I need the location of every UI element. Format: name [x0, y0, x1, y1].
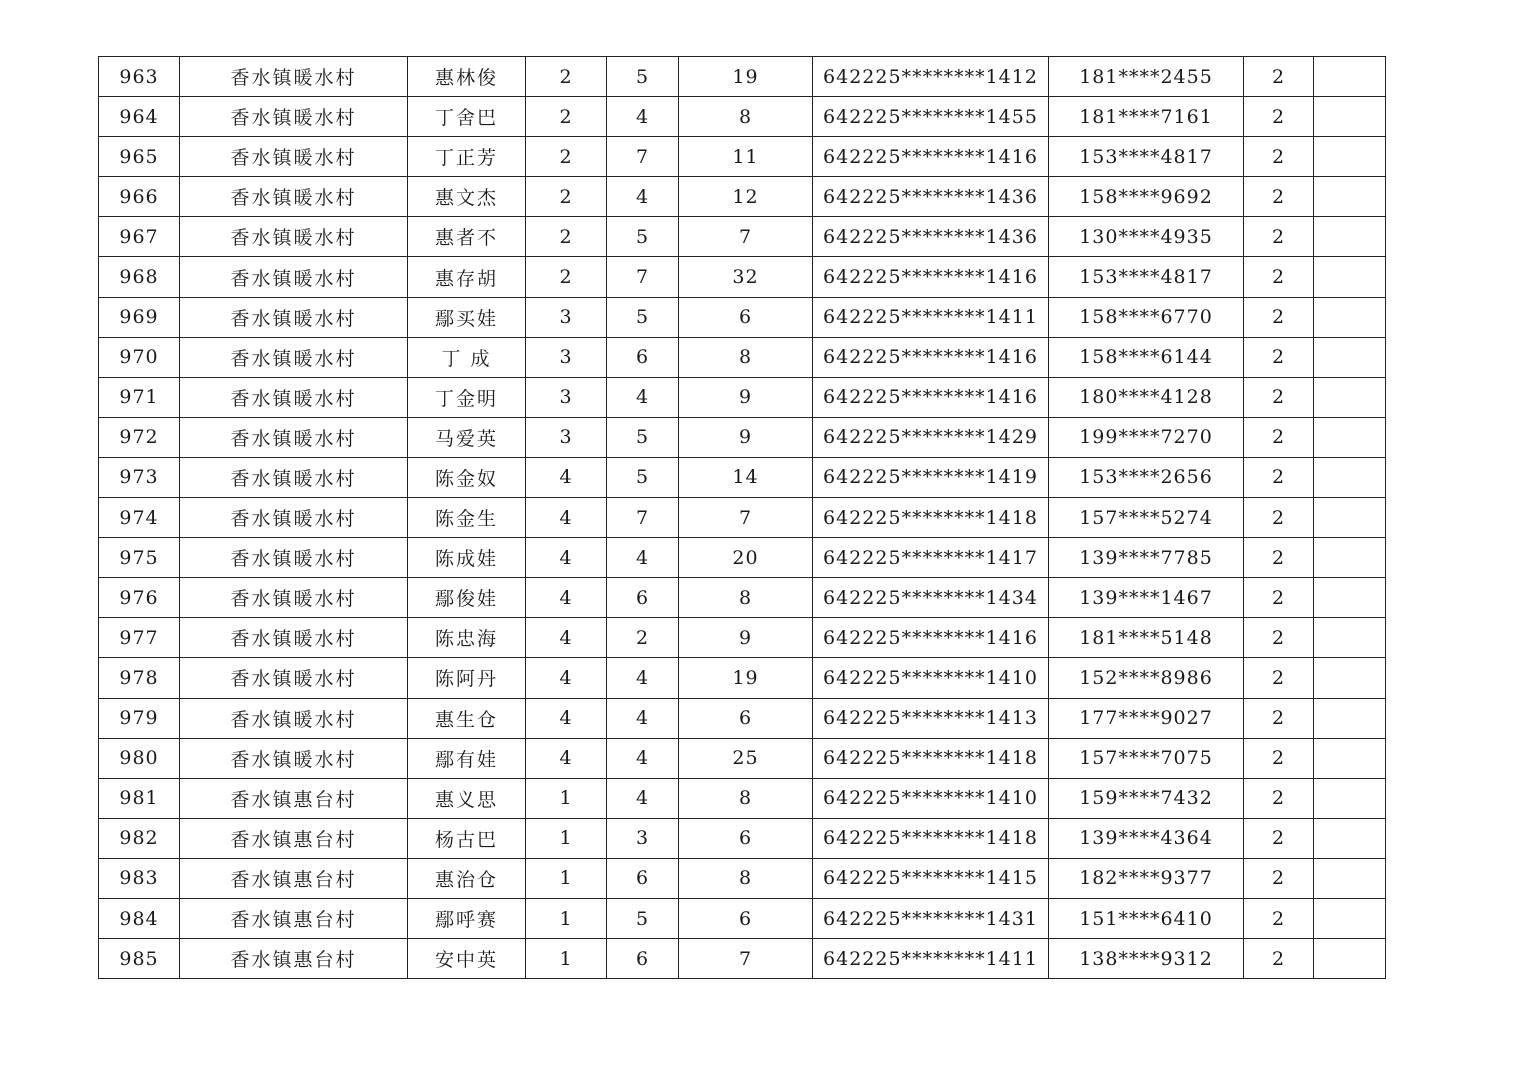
- phone-cell: 158****6144: [1049, 337, 1244, 377]
- category-cell: 2: [1244, 137, 1314, 177]
- village-cell: 香水镇惠台村: [180, 778, 408, 818]
- table-body: [99, 57, 1386, 979]
- remark-cell: [1314, 217, 1386, 257]
- phone-cell: 130****4935: [1049, 217, 1244, 257]
- serial-number-cell: 977: [99, 618, 180, 658]
- category-cell: 2: [1244, 97, 1314, 137]
- household-size-cell: 3: [607, 818, 679, 858]
- table-row: [99, 498, 1386, 538]
- household-size-cell: 5: [607, 457, 679, 497]
- serial-number-cell: 984: [99, 898, 180, 938]
- name-cell: 惠生仓: [408, 698, 526, 738]
- count-cell: 6: [679, 297, 813, 337]
- name-cell: 陈金生: [408, 498, 526, 538]
- count-cell: 7: [679, 498, 813, 538]
- category-cell: 2: [1244, 498, 1314, 538]
- name-cell: 鄢呼赛: [408, 898, 526, 938]
- group-cell: 3: [526, 417, 607, 457]
- household-table: [98, 56, 1386, 979]
- household-size-cell: 4: [607, 778, 679, 818]
- remark-cell: [1314, 297, 1386, 337]
- category-cell: 2: [1244, 858, 1314, 898]
- id-number-cell: 642225********1429: [813, 417, 1049, 457]
- table-row: [99, 939, 1386, 979]
- serial-number-cell: 963: [99, 57, 180, 97]
- remark-cell: [1314, 337, 1386, 377]
- category-cell: 2: [1244, 578, 1314, 618]
- table-row: [99, 818, 1386, 858]
- remark-cell: [1314, 377, 1386, 417]
- count-cell: 25: [679, 738, 813, 778]
- category-cell: 2: [1244, 257, 1314, 297]
- phone-cell: 182****9377: [1049, 858, 1244, 898]
- serial-number-cell: 969: [99, 297, 180, 337]
- remark-cell: [1314, 417, 1386, 457]
- group-cell: 4: [526, 498, 607, 538]
- phone-cell: 158****6770: [1049, 297, 1244, 337]
- household-size-cell: 4: [607, 377, 679, 417]
- count-cell: 20: [679, 538, 813, 578]
- group-cell: 4: [526, 457, 607, 497]
- category-cell: 2: [1244, 738, 1314, 778]
- remark-cell: [1314, 818, 1386, 858]
- village-cell: 香水镇暖水村: [180, 217, 408, 257]
- category-cell: 2: [1244, 618, 1314, 658]
- village-cell: 香水镇暖水村: [180, 618, 408, 658]
- phone-cell: 157****7075: [1049, 738, 1244, 778]
- remark-cell: [1314, 658, 1386, 698]
- phone-cell: 153****4817: [1049, 257, 1244, 297]
- serial-number-cell: 968: [99, 257, 180, 297]
- remark-cell: [1314, 177, 1386, 217]
- id-number-cell: 642225********1418: [813, 498, 1049, 538]
- name-cell: 惠治仓: [408, 858, 526, 898]
- table-row: [99, 858, 1386, 898]
- id-number-cell: 642225********1418: [813, 818, 1049, 858]
- name-cell: 杨古巴: [408, 818, 526, 858]
- table-row: [99, 57, 1386, 97]
- household-size-cell: 4: [607, 738, 679, 778]
- count-cell: 19: [679, 57, 813, 97]
- group-cell: 3: [526, 297, 607, 337]
- count-cell: 8: [679, 778, 813, 818]
- phone-cell: 153****2656: [1049, 457, 1244, 497]
- phone-cell: 177****9027: [1049, 698, 1244, 738]
- category-cell: 2: [1244, 698, 1314, 738]
- phone-cell: 159****7432: [1049, 778, 1244, 818]
- household-size-cell: 2: [607, 618, 679, 658]
- village-cell: 香水镇暖水村: [180, 177, 408, 217]
- phone-cell: 152****8986: [1049, 658, 1244, 698]
- table-row: [99, 417, 1386, 457]
- group-cell: 1: [526, 818, 607, 858]
- table-row: [99, 778, 1386, 818]
- remark-cell: [1314, 939, 1386, 979]
- name-cell: 丁金明: [408, 377, 526, 417]
- table-row: [99, 578, 1386, 618]
- household-size-cell: 4: [607, 658, 679, 698]
- count-cell: 7: [679, 939, 813, 979]
- name-cell: 陈阿丹: [408, 658, 526, 698]
- category-cell: 2: [1244, 658, 1314, 698]
- serial-number-cell: 979: [99, 698, 180, 738]
- count-cell: 32: [679, 257, 813, 297]
- village-cell: 香水镇惠台村: [180, 858, 408, 898]
- table-row: [99, 137, 1386, 177]
- remark-cell: [1314, 778, 1386, 818]
- category-cell: 2: [1244, 417, 1314, 457]
- count-cell: 7: [679, 217, 813, 257]
- village-cell: 香水镇暖水村: [180, 658, 408, 698]
- group-cell: 4: [526, 578, 607, 618]
- table-row: [99, 457, 1386, 497]
- village-cell: 香水镇暖水村: [180, 337, 408, 377]
- id-number-cell: 642225********1412: [813, 57, 1049, 97]
- household-size-cell: 4: [607, 177, 679, 217]
- phone-cell: 151****6410: [1049, 898, 1244, 938]
- table-row: [99, 377, 1386, 417]
- group-cell: 3: [526, 377, 607, 417]
- serial-number-cell: 976: [99, 578, 180, 618]
- remark-cell: [1314, 137, 1386, 177]
- id-number-cell: 642225********1416: [813, 257, 1049, 297]
- name-cell: 安中英: [408, 939, 526, 979]
- id-number-cell: 642225********1416: [813, 337, 1049, 377]
- serial-number-cell: 983: [99, 858, 180, 898]
- phone-cell: 153****4817: [1049, 137, 1244, 177]
- name-cell: 马爱英: [408, 417, 526, 457]
- count-cell: 11: [679, 137, 813, 177]
- name-cell: 惠义思: [408, 778, 526, 818]
- group-cell: 1: [526, 939, 607, 979]
- group-cell: 2: [526, 177, 607, 217]
- name-cell: 鄢有娃: [408, 738, 526, 778]
- phone-cell: 139****1467: [1049, 578, 1244, 618]
- group-cell: 2: [526, 97, 607, 137]
- group-cell: 1: [526, 898, 607, 938]
- table-row: [99, 97, 1386, 137]
- remark-cell: [1314, 457, 1386, 497]
- category-cell: 2: [1244, 538, 1314, 578]
- remark-cell: [1314, 257, 1386, 297]
- group-cell: 2: [526, 257, 607, 297]
- serial-number-cell: 965: [99, 137, 180, 177]
- name-cell: 惠林俊: [408, 57, 526, 97]
- group-cell: 1: [526, 858, 607, 898]
- remark-cell: [1314, 57, 1386, 97]
- village-cell: 香水镇暖水村: [180, 297, 408, 337]
- serial-number-cell: 978: [99, 658, 180, 698]
- name-cell: 丁 成: [408, 337, 526, 377]
- phone-cell: 181****5148: [1049, 618, 1244, 658]
- group-cell: 1: [526, 778, 607, 818]
- phone-cell: 139****4364: [1049, 818, 1244, 858]
- group-cell: 4: [526, 738, 607, 778]
- id-number-cell: 642225********1410: [813, 778, 1049, 818]
- count-cell: 6: [679, 898, 813, 938]
- name-cell: 陈忠海: [408, 618, 526, 658]
- id-number-cell: 642225********1436: [813, 177, 1049, 217]
- category-cell: 2: [1244, 457, 1314, 497]
- count-cell: 12: [679, 177, 813, 217]
- village-cell: 香水镇惠台村: [180, 939, 408, 979]
- id-number-cell: 642225********1416: [813, 618, 1049, 658]
- household-size-cell: 5: [607, 898, 679, 938]
- serial-number-cell: 971: [99, 377, 180, 417]
- serial-number-cell: 973: [99, 457, 180, 497]
- household-size-cell: 6: [607, 939, 679, 979]
- count-cell: 9: [679, 618, 813, 658]
- name-cell: 陈成娃: [408, 538, 526, 578]
- name-cell: 惠者不: [408, 217, 526, 257]
- household-size-cell: 6: [607, 578, 679, 618]
- remark-cell: [1314, 858, 1386, 898]
- category-cell: 2: [1244, 898, 1314, 938]
- village-cell: 香水镇暖水村: [180, 377, 408, 417]
- category-cell: 2: [1244, 337, 1314, 377]
- household-size-cell: 4: [607, 698, 679, 738]
- remark-cell: [1314, 498, 1386, 538]
- phone-cell: 138****9312: [1049, 939, 1244, 979]
- id-number-cell: 642225********1434: [813, 578, 1049, 618]
- serial-number-cell: 981: [99, 778, 180, 818]
- id-number-cell: 642225********1410: [813, 658, 1049, 698]
- group-cell: 4: [526, 618, 607, 658]
- group-cell: 2: [526, 137, 607, 177]
- village-cell: 香水镇暖水村: [180, 257, 408, 297]
- remark-cell: [1314, 538, 1386, 578]
- id-number-cell: 642225********1419: [813, 457, 1049, 497]
- count-cell: 8: [679, 337, 813, 377]
- category-cell: 2: [1244, 939, 1314, 979]
- name-cell: 鄢买娃: [408, 297, 526, 337]
- count-cell: 6: [679, 818, 813, 858]
- category-cell: 2: [1244, 177, 1314, 217]
- household-size-cell: 5: [607, 217, 679, 257]
- household-size-cell: 5: [607, 57, 679, 97]
- village-cell: 香水镇惠台村: [180, 818, 408, 858]
- category-cell: 2: [1244, 217, 1314, 257]
- id-number-cell: 642225********1455: [813, 97, 1049, 137]
- id-number-cell: 642225********1416: [813, 377, 1049, 417]
- count-cell: 14: [679, 457, 813, 497]
- table-row: [99, 337, 1386, 377]
- category-cell: 2: [1244, 778, 1314, 818]
- table-row: [99, 698, 1386, 738]
- serial-number-cell: 975: [99, 538, 180, 578]
- phone-cell: 139****7785: [1049, 538, 1244, 578]
- id-number-cell: 642225********1418: [813, 738, 1049, 778]
- phone-cell: 180****4128: [1049, 377, 1244, 417]
- count-cell: 9: [679, 377, 813, 417]
- village-cell: 香水镇暖水村: [180, 578, 408, 618]
- name-cell: 陈金奴: [408, 457, 526, 497]
- count-cell: 8: [679, 97, 813, 137]
- serial-number-cell: 982: [99, 818, 180, 858]
- category-cell: 2: [1244, 57, 1314, 97]
- serial-number-cell: 985: [99, 939, 180, 979]
- table-row: [99, 297, 1386, 337]
- group-cell: 2: [526, 57, 607, 97]
- remark-cell: [1314, 898, 1386, 938]
- remark-cell: [1314, 618, 1386, 658]
- household-size-cell: 7: [607, 257, 679, 297]
- phone-cell: 199****7270: [1049, 417, 1244, 457]
- village-cell: 香水镇暖水村: [180, 137, 408, 177]
- id-number-cell: 642225********1413: [813, 698, 1049, 738]
- category-cell: 2: [1244, 297, 1314, 337]
- remark-cell: [1314, 738, 1386, 778]
- id-number-cell: 642225********1411: [813, 939, 1049, 979]
- serial-number-cell: 970: [99, 337, 180, 377]
- serial-number-cell: 980: [99, 738, 180, 778]
- table-row: [99, 257, 1386, 297]
- table-row: [99, 898, 1386, 938]
- serial-number-cell: 964: [99, 97, 180, 137]
- name-cell: 惠文杰: [408, 177, 526, 217]
- table-row: [99, 618, 1386, 658]
- remark-cell: [1314, 698, 1386, 738]
- group-cell: 3: [526, 337, 607, 377]
- table-row: [99, 658, 1386, 698]
- category-cell: 2: [1244, 377, 1314, 417]
- village-cell: 香水镇惠台村: [180, 898, 408, 938]
- serial-number-cell: 967: [99, 217, 180, 257]
- group-cell: 4: [526, 698, 607, 738]
- serial-number-cell: 974: [99, 498, 180, 538]
- table-row: [99, 217, 1386, 257]
- household-size-cell: 4: [607, 97, 679, 137]
- household-size-cell: 7: [607, 137, 679, 177]
- phone-cell: 158****9692: [1049, 177, 1244, 217]
- id-number-cell: 642225********1411: [813, 297, 1049, 337]
- village-cell: 香水镇暖水村: [180, 698, 408, 738]
- household-size-cell: 5: [607, 417, 679, 457]
- count-cell: 19: [679, 658, 813, 698]
- id-number-cell: 642225********1416: [813, 137, 1049, 177]
- category-cell: 2: [1244, 818, 1314, 858]
- household-size-cell: 4: [607, 538, 679, 578]
- phone-cell: 181****7161: [1049, 97, 1244, 137]
- count-cell: 6: [679, 698, 813, 738]
- group-cell: 4: [526, 658, 607, 698]
- id-number-cell: 642225********1436: [813, 217, 1049, 257]
- serial-number-cell: 972: [99, 417, 180, 457]
- table-row: [99, 177, 1386, 217]
- id-number-cell: 642225********1417: [813, 538, 1049, 578]
- table-row: [99, 538, 1386, 578]
- village-cell: 香水镇暖水村: [180, 417, 408, 457]
- village-cell: 香水镇暖水村: [180, 97, 408, 137]
- phone-cell: 181****2455: [1049, 57, 1244, 97]
- remark-cell: [1314, 97, 1386, 137]
- name-cell: 丁舍巴: [408, 97, 526, 137]
- household-size-cell: 6: [607, 337, 679, 377]
- table-row: [99, 738, 1386, 778]
- group-cell: 2: [526, 217, 607, 257]
- name-cell: 丁正芳: [408, 137, 526, 177]
- remark-cell: [1314, 578, 1386, 618]
- household-size-cell: 6: [607, 858, 679, 898]
- village-cell: 香水镇暖水村: [180, 498, 408, 538]
- name-cell: 鄢俊娃: [408, 578, 526, 618]
- id-number-cell: 642225********1415: [813, 858, 1049, 898]
- id-number-cell: 642225********1431: [813, 898, 1049, 938]
- count-cell: 8: [679, 858, 813, 898]
- village-cell: 香水镇暖水村: [180, 738, 408, 778]
- count-cell: 9: [679, 417, 813, 457]
- count-cell: 8: [679, 578, 813, 618]
- village-cell: 香水镇暖水村: [180, 57, 408, 97]
- name-cell: 惠存胡: [408, 257, 526, 297]
- village-cell: 香水镇暖水村: [180, 538, 408, 578]
- group-cell: 4: [526, 538, 607, 578]
- serial-number-cell: 966: [99, 177, 180, 217]
- household-size-cell: 7: [607, 498, 679, 538]
- household-size-cell: 5: [607, 297, 679, 337]
- village-cell: 香水镇暖水村: [180, 457, 408, 497]
- phone-cell: 157****5274: [1049, 498, 1244, 538]
